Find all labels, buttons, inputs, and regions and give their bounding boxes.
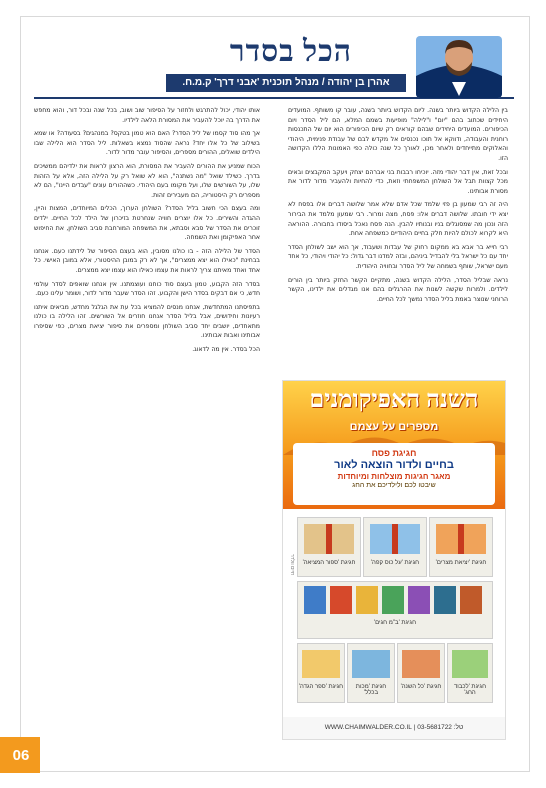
gift-box-icon [430, 518, 492, 558]
ad-tagline: בחיים ולדור הוצאה לאור [334, 459, 454, 471]
article-paragraph: בתפיסתנו המתחדשת, אנחנו מנסים להמציא בכל עת את הגלגל מחדש, מביאים איתנו רעיונות וחידושים, אבל בליל הסדר אנחנו חוזרים אל השורשים. זהו הלילה בו כולנו מתאחדים, יושבים יחד סביב השולחן ומספרים את סיפור יציאת מצרים, כפי שסיפרו אבותינו ואבות אבותינו. [34, 303, 260, 340]
ad-ribbon [293, 443, 495, 505]
article-paragraph: הכוח שמניע את ההורים להעביר את המסורת, הוא הרצון לראות את ילדיהם ממשיכים בדרך. כשילד שואל "מה נשתנה", הוא לא שואל רק על הלילה הזה, אלא על הזהות שלו, על השורשים שלו, ועל מקומו בעם היהודי. כשההורים עונים "עבדים היינו", הם לא מספרים רק היסטוריה, הם מעבירים זהות. [34, 162, 260, 199]
article-column-right [288, 106, 508, 368]
article-paragraph: ומה בעצם הכי חשוב בליל הסדר? השולחן הערוך, הכלים המיוחדים, המצות והיין, ההגדה והשירים. כל אלו יוצרים חוויה שנחרטת בזיכרון של הילד לכל החיים. ילדים זוכרים את הסדר של סבא וסבתא, את המשפחה המורחבת סביב השולחן, את החיפוש אחר האפיקומן ואת השמחה. [34, 205, 260, 242]
ad-product-card[interactable] [429, 517, 493, 577]
article-paragraph: הסדר של הלילה הזה - בו כולנו מסובין, הוא בעצם הסיפור של לידתנו כעם. אנחנו בבחינת "כאילו הוא יצא ממצרים", אך לא רק במובן ההיסטורי, אלא במובן האישי. כל אחד ואחד מאיתנו צריך לראות את עצמו כאילו הוא עצמו יצא ממצרים. [34, 247, 260, 274]
ad-product-label: חגיגת 'על כוס קפה' [370, 560, 420, 566]
gift-box-icon [298, 644, 344, 682]
article-paragraph: נראה שבליל הסדר, הלילה הקדוש בשנה, מתקיים הקשר החזק ביותר בין הורים לילדים. ולמרות שקשה לשנות את ההרגלים בהם אנו מגדלים את ילדינו, הקשר הרוחני שנוצר באמת בליל הסדר נמשך לכל החיים. [288, 276, 508, 303]
ad-product-card[interactable] [297, 643, 345, 703]
ad-vertical-text: חיים וולדר [289, 553, 295, 575]
ad-product-label: חגיגת 'ספר הגדה' [298, 684, 344, 690]
ad-product-card[interactable] [347, 643, 395, 703]
article-title: הכל בסדר [229, 35, 353, 68]
ad-product-label: חגיגת 'ב"מ חגים' [373, 620, 417, 626]
ad-product-card[interactable] [297, 517, 361, 577]
article-paragraph: בסדר הזה הקבוע, טמון בעצם סוד כוחנו ועוצמתנו. אין אנחנו שואפים לסדר עולמי חדש, כי אם דבקים בסדר הישן והקבוע. זהו הסדר שעבר מדור לדור, ושומר עלינו כעם. [34, 280, 260, 298]
author-photo [416, 36, 502, 98]
gift-box-icon [448, 644, 492, 682]
article-byline: אהרן בן יהודה / מנהל תוכנית 'אבני דרך' ק.מ.ח. [166, 74, 406, 92]
ad-product-card[interactable] [363, 517, 427, 577]
article-paragraph: אך מהו סוד קסמו של ליל הסדר? האם הוא טמון בטקס? במנהגים? בסעודה? או שמא בשילוב של כל אלו יחד? נראה שהסוד נמצא בשאלות. ליל הסדר הוא הלילה שבו הילדים שואלים, ההורים מספרים, והסיפור עובר מדור לדור. [34, 130, 260, 157]
ad-title: השנה האפיקומנים [309, 387, 479, 413]
article-column-left [34, 106, 260, 732]
ad-line-2: שיבטו לכם ולילדיכם את החג [352, 482, 436, 489]
article-paragraph: ובכל זאת, אין דבר יהודי מזה. יוכיחו רבבות בני אברהם יצחק ויעקב המקבצים ובאים מכל קצוות תבל אל השולחן המשפחתי וזאת, כדי להחיות ולהעביר מדור לדור את מסורת אבותינו. [288, 168, 508, 195]
article-paragraph: היה זה רבי שמעון בן פזי שלמד שכל אדם שלא אמר שלושה דברים אלו בפסח לא יצא ידי חובתו. שלושה דברים אלו: פסח, מצה ומרור. רבי שמעון מלמד את הבירור הזה ונכון מה שמסוגלים בניו ובנותיו להבין. הנה פסח נאכל ביסודו בחבורה. ההוראה היא לקרוא לכולם להיות חלק בחיים היהודיים כמשפחה אחת. [288, 201, 508, 238]
ad-product-label: חגיגת 'יציאת מצרים' [435, 560, 487, 566]
advertisement[interactable] [282, 380, 506, 740]
ad-product-card[interactable] [397, 643, 445, 703]
ad-product-label: חגיגת 'מכות בכלל' [355, 684, 387, 696]
ad-product-card[interactable] [297, 581, 493, 639]
article-paragraph: אותו יהודי, יכול להתרגש ולחזור על הסיפור שוב ושוב, בכל שנה ובכל דור, והוא מחפש את הדרך בה יוכל להעביר את המסורת הלאה לילדיו. [34, 107, 260, 124]
gift-box-icon [298, 518, 360, 558]
gift-box-icon [364, 518, 426, 558]
ad-box-name: חגיגת פסח [371, 448, 417, 458]
article-paragraph: רבי חייא בר אבא בא ממקום רחוק של עבדות ושעבוד, אך הוא ישב לשולחן הסדר יחד עם כל ישראל בלי להבדיל ביניהם, ובזה למדנו דבר גדול: כל יהודי ויהודי, כל אחד מעם ישראל, שותף בשמחה של ליל הסדר ובחוויה היהודית. [288, 243, 508, 270]
article-paragraph: הכל בסדר. אין מה לדאוג. [192, 346, 260, 354]
ad-footer-contact[interactable]: טל: 03-5681722 | WWW.CHAIMWALDER.CO.IL [283, 717, 505, 739]
ad-product-label: חגיגת 'ספור המציאה' [302, 560, 356, 566]
ad-line-1: מאגר חגיגות מוצלחות ומיוחדות [337, 472, 451, 481]
books-row-icon [298, 582, 492, 618]
author-portrait-icon [416, 36, 502, 98]
gift-box-icon [348, 644, 394, 682]
gift-box-icon [398, 644, 444, 682]
ad-product-card[interactable] [447, 643, 493, 703]
page-number: 06 [12, 747, 30, 764]
article-paragraph: בין הלילה הקדוש ביותר בשנה. ליום הקדוש ביותר בשנה, עובר קו משותף. המועדים היחידים שכתוב בהם "יום" ו"לילה" מופיעות בשמם המלא, הם ליל הסדר ויום הכיפורים. המועדים היחידים שבהם קוראים רק שיום הכיפורים הוא יום של התכנסות רוחנית והעבודה, ודווקא אל תוכו נכנסים אל מקדש לבם של עבודת פנימית, היהודי והאלוקים מתייחדים ולאחר מכן, לאורך כל שנה כולה כפי האמונות הללו הקדושה הזו. [288, 107, 508, 162]
ad-banner [283, 381, 505, 509]
ad-subtitle: מספרים על עצמם [349, 421, 439, 433]
ad-product-grid [297, 517, 491, 707]
ad-product-label: חגיגת 'כל השנה' [400, 684, 442, 690]
ad-product-label: חגיגת 'לכבוד החג' [453, 684, 487, 696]
